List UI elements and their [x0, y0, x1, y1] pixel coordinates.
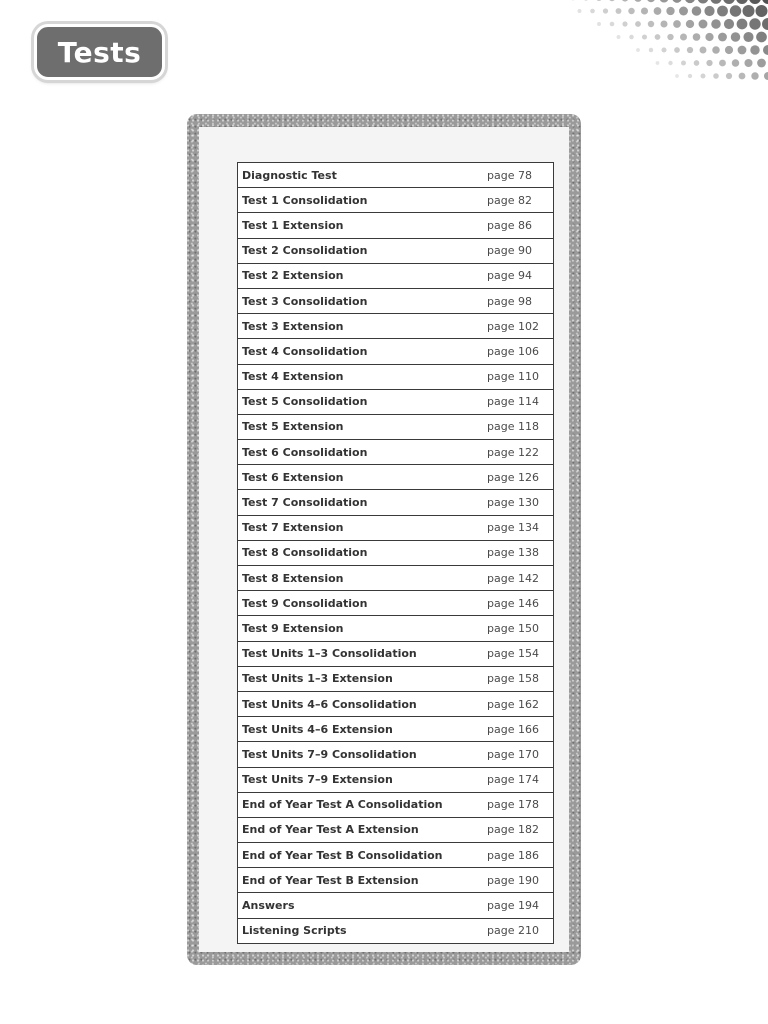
contents-entry-page: page 86 — [487, 213, 554, 238]
contents-entry-page: page 94 — [487, 263, 554, 288]
contents-entry-page: page 146 — [487, 591, 554, 616]
halftone-dot — [724, 19, 734, 29]
contents-row — [238, 213, 554, 238]
halftone-dot — [672, 0, 682, 3]
contents-entry-title: Test Units 1–3 Extension — [238, 666, 488, 691]
contents-entry-title: Test 9 Consolidation — [238, 591, 488, 616]
contents-entry-page: page 210 — [487, 918, 554, 943]
contents-entry-page: page 178 — [487, 792, 554, 817]
contents-entry-page: page 78 — [487, 163, 554, 188]
halftone-dot — [596, 0, 602, 1]
contents-entry-title: Test 4 Consolidation — [238, 339, 488, 364]
contents-row — [238, 490, 554, 515]
contents-entry-page: page 162 — [487, 691, 554, 716]
halftone-dot — [609, 0, 616, 1]
halftone-dot — [685, 0, 695, 3]
halftone-dot — [635, 21, 641, 27]
contents-entry-page: page 150 — [487, 616, 554, 641]
contents-entry-title: Test Units 4–6 Extension — [238, 717, 488, 742]
halftone-dot — [757, 59, 766, 68]
halftone-dot — [675, 74, 679, 78]
contents-row — [238, 389, 554, 414]
contents-row — [238, 843, 554, 868]
contents-row — [238, 414, 554, 439]
halftone-dot — [694, 60, 700, 66]
halftone-dot — [617, 35, 621, 39]
halftone-dot — [756, 5, 768, 17]
halftone-dot — [693, 33, 701, 41]
contents-row — [238, 616, 554, 641]
halftone-dot — [629, 35, 634, 40]
contents-row — [238, 339, 554, 364]
contents-entry-title: Test 8 Consolidation — [238, 540, 488, 565]
contents-entry-page: page 98 — [487, 288, 554, 313]
contents-row — [238, 666, 554, 691]
contents-row — [238, 868, 554, 893]
contents-entry-title: Test 7 Extension — [238, 515, 488, 540]
contents-entry-title: Test Units 4–6 Consolidation — [238, 691, 488, 716]
halftone-dot — [738, 46, 747, 55]
halftone-dot — [701, 74, 706, 79]
halftone-dot — [762, 0, 768, 4]
contents-row — [238, 440, 554, 465]
halftone-dot — [723, 0, 735, 4]
contents-row — [238, 515, 554, 540]
halftone-dot — [590, 9, 595, 14]
halftone-dot — [756, 32, 767, 43]
halftone-dot — [725, 46, 733, 54]
contents-row — [238, 742, 554, 767]
contents-entry-title: Test Units 7–9 Consolidation — [238, 742, 488, 767]
halftone-dot — [649, 48, 653, 52]
halftone-dot — [737, 19, 748, 30]
halftone-dot — [700, 47, 707, 54]
contents-entry-page: page 114 — [487, 389, 554, 414]
contents-entry-page: page 182 — [487, 817, 554, 842]
contents-row — [238, 792, 554, 817]
halftone-dot — [750, 45, 759, 54]
halftone-dot — [622, 21, 627, 26]
contents-entry-title: Test 2 Consolidation — [238, 238, 488, 263]
halftone-dot — [719, 60, 726, 67]
halftone-dot — [667, 34, 673, 40]
contents-entry-page: page 170 — [487, 742, 554, 767]
halftone-dot — [647, 0, 655, 2]
halftone-dot — [680, 34, 687, 41]
halftone-dot — [712, 46, 720, 54]
halftone-dot — [656, 61, 660, 65]
contents-row — [238, 566, 554, 591]
contents-entry-title: Test 5 Extension — [238, 414, 488, 439]
contents-row — [238, 641, 554, 666]
contents-entry-page: page 174 — [487, 767, 554, 792]
contents-entry-title: Test 3 Consolidation — [238, 288, 488, 313]
contents-entry-page: page 118 — [487, 414, 554, 439]
contents-entry-page: page 130 — [487, 490, 554, 515]
halftone-dot — [673, 20, 681, 28]
contents-entry-title: Test 6 Extension — [238, 465, 488, 490]
halftone-dot — [634, 0, 642, 2]
contents-entry-title: End of Year Test B Consolidation — [238, 843, 488, 868]
halftone-dot — [660, 20, 667, 27]
halftone-dot — [762, 18, 768, 30]
halftone-dot — [699, 20, 708, 29]
halftone-dot — [686, 20, 694, 28]
contents-entry-title: Listening Scripts — [238, 918, 488, 943]
section-title-badge — [34, 24, 165, 80]
halftone-dot — [578, 9, 582, 13]
contents-entry-title: Test 9 Extension — [238, 616, 488, 641]
contents-entry-title: Test 1 Extension — [238, 213, 488, 238]
contents-entry-page: page 122 — [487, 440, 554, 465]
halftone-dot — [688, 74, 692, 78]
contents-entry-title: Test 5 Consolidation — [238, 389, 488, 414]
halftone-dot — [763, 45, 768, 55]
contents-row — [238, 288, 554, 313]
contents-entry-page: page 126 — [487, 465, 554, 490]
contents-frame — [187, 114, 581, 965]
halftone-dot — [692, 6, 702, 16]
halftone-dot — [731, 32, 740, 41]
halftone-dots-decoration — [518, 0, 768, 100]
contents-row — [238, 540, 554, 565]
halftone-dot — [743, 5, 755, 17]
contents-entry-title: Test 7 Consolidation — [238, 490, 488, 515]
halftone-dot — [705, 33, 713, 41]
halftone-dot — [710, 0, 722, 4]
halftone-dot — [674, 47, 680, 53]
halftone-dot — [583, 0, 588, 1]
halftone-dot — [597, 22, 601, 26]
contents-entry-title: Test 8 Extension — [238, 566, 488, 591]
halftone-dot — [744, 59, 752, 67]
halftone-dot — [698, 0, 709, 3]
halftone-dot — [749, 18, 760, 29]
halftone-dot — [641, 7, 648, 14]
halftone-dot — [679, 7, 688, 16]
contents-row — [238, 314, 554, 339]
halftone-dot — [743, 32, 753, 42]
contents-entry-title: Test 2 Extension — [238, 263, 488, 288]
contents-row — [238, 691, 554, 716]
section-title: Tests — [57, 35, 142, 69]
halftone-dot — [732, 59, 739, 66]
halftone-dot — [610, 22, 615, 27]
contents-row — [238, 364, 554, 389]
contents-panel — [199, 127, 569, 952]
contents-entry-title: Test 3 Extension — [238, 314, 488, 339]
contents-row — [238, 465, 554, 490]
halftone-dot — [730, 5, 741, 16]
contents-entry-title: Test 6 Consolidation — [238, 440, 488, 465]
contents-row — [238, 263, 554, 288]
contents-entry-page: page 134 — [487, 515, 554, 540]
contents-entry-title: End of Year Test A Extension — [238, 817, 488, 842]
halftone-dot — [616, 8, 622, 14]
halftone-dot — [659, 0, 668, 3]
contents-entry-title: Test 1 Consolidation — [238, 188, 488, 213]
halftone-dot — [603, 8, 608, 13]
contents-entry-page: page 90 — [487, 238, 554, 263]
contents-entry-page: page 82 — [487, 188, 554, 213]
halftone-dot — [706, 60, 712, 66]
halftone-dot — [668, 61, 672, 65]
contents-entry-title: End of Year Test A Consolidation — [238, 792, 488, 817]
contents-entry-title: Test Units 1–3 Consolidation — [238, 641, 488, 666]
halftone-dot — [681, 60, 686, 65]
contents-row — [238, 591, 554, 616]
halftone-dot — [713, 73, 719, 79]
contents-entry-page: page 110 — [487, 364, 554, 389]
halftone-dot — [739, 73, 746, 80]
contents-entry-page: page 190 — [487, 868, 554, 893]
halftone-dot — [654, 7, 662, 15]
contents-row — [238, 188, 554, 213]
contents-entry-page: page 138 — [487, 540, 554, 565]
halftone-dot — [628, 8, 634, 14]
halftone-dot — [711, 19, 721, 29]
halftone-dot — [718, 33, 727, 42]
halftone-dot — [736, 0, 748, 4]
contents-row — [238, 238, 554, 263]
contents-entry-page: page 142 — [487, 566, 554, 591]
contents-entry-page: page 194 — [487, 893, 554, 918]
halftone-dot — [687, 47, 693, 53]
halftone-dot — [621, 0, 628, 2]
contents-entry-page: page 102 — [487, 314, 554, 339]
halftone-dot — [751, 72, 758, 79]
contents-entry-title: Test 4 Extension — [238, 364, 488, 389]
contents-entry-title: Answers — [238, 893, 488, 918]
halftone-dot — [661, 47, 666, 52]
halftone-dot — [704, 6, 714, 16]
halftone-dot — [648, 21, 654, 27]
contents-entry-title: Diagnostic Test — [238, 163, 488, 188]
contents-entry-page: page 166 — [487, 717, 554, 742]
contents-row — [238, 163, 554, 188]
halftone-dot — [666, 7, 674, 15]
contents-entry-page: page 158 — [487, 666, 554, 691]
contents-row — [238, 893, 554, 918]
contents-row — [238, 767, 554, 792]
contents-table — [237, 162, 554, 944]
halftone-dot — [655, 34, 661, 40]
contents-row — [238, 918, 554, 943]
halftone-dot — [764, 72, 768, 80]
halftone-dot — [642, 34, 647, 39]
contents-entry-title: End of Year Test B Extension — [238, 868, 488, 893]
contents-entry-title: Test Units 7–9 Extension — [238, 767, 488, 792]
contents-row — [238, 717, 554, 742]
halftone-dot — [726, 73, 732, 79]
contents-entry-page: page 106 — [487, 339, 554, 364]
contents-entry-page: page 186 — [487, 843, 554, 868]
halftone-dot — [636, 48, 640, 52]
contents-entry-page: page 154 — [487, 641, 554, 666]
halftone-dot — [749, 0, 761, 4]
halftone-dot — [717, 6, 728, 17]
contents-row — [238, 817, 554, 842]
